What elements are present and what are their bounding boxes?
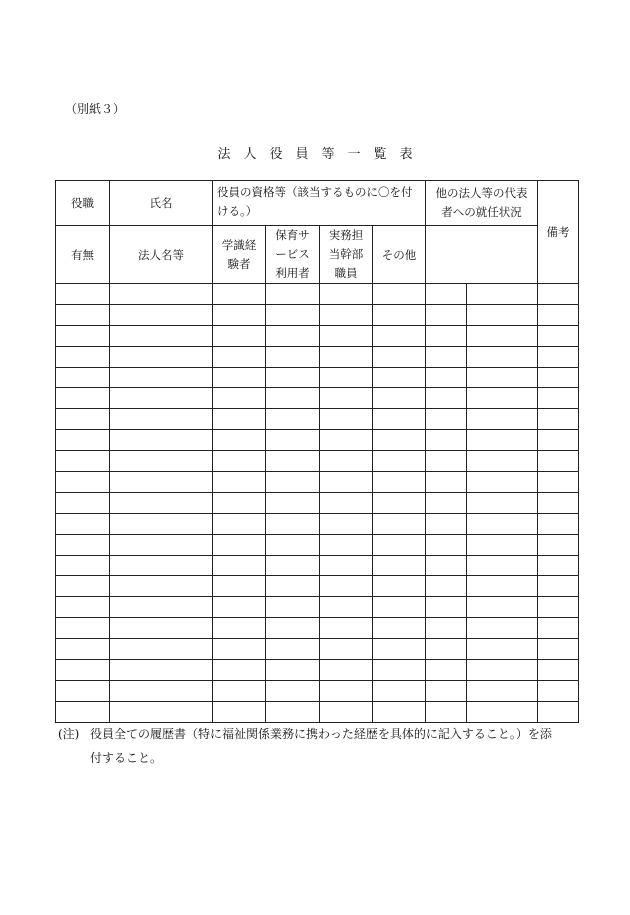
table-cell	[426, 555, 467, 576]
footnote	[58, 722, 588, 770]
table-cell	[110, 304, 213, 325]
table-cell	[467, 284, 538, 305]
table-cell	[467, 304, 538, 325]
table-cell	[426, 576, 467, 597]
table-row	[56, 409, 579, 430]
table-cell	[426, 409, 467, 430]
officer-roster-table	[55, 180, 579, 723]
table-cell	[467, 430, 538, 451]
table-cell	[373, 618, 426, 639]
table-cell	[373, 492, 426, 513]
table-cell	[426, 304, 467, 325]
table-row	[56, 680, 579, 701]
table-cell	[426, 346, 467, 367]
table-cell	[266, 597, 320, 618]
table-cell	[538, 576, 579, 597]
table-cell	[320, 701, 373, 722]
table-cell	[426, 388, 467, 409]
table-row	[56, 492, 579, 513]
table-row	[56, 451, 579, 472]
table-cell	[426, 660, 467, 681]
header-other: その他	[373, 226, 426, 284]
table-cell	[266, 325, 320, 346]
table-row	[56, 430, 579, 451]
table-cell	[110, 409, 213, 430]
table-cell	[266, 492, 320, 513]
table-cell	[426, 284, 467, 305]
table-cell	[538, 284, 579, 305]
table-cell	[56, 325, 110, 346]
table-cell	[56, 701, 110, 722]
header-has-position: 有無	[56, 226, 110, 284]
table-cell	[213, 576, 266, 597]
table-cell	[213, 304, 266, 325]
table-cell	[110, 492, 213, 513]
table-cell	[110, 534, 213, 555]
table-cell	[373, 555, 426, 576]
table-cell	[426, 513, 467, 534]
table-cell	[266, 680, 320, 701]
table-cell	[320, 388, 373, 409]
table-cell	[56, 367, 110, 388]
table-cell	[213, 472, 266, 493]
table-cell	[467, 346, 538, 367]
table-row	[56, 284, 579, 305]
table-cell	[467, 388, 538, 409]
table-cell	[213, 660, 266, 681]
table-row	[56, 555, 579, 576]
table-row	[56, 325, 579, 346]
table-cell	[110, 388, 213, 409]
table-cell	[110, 618, 213, 639]
table-cell	[373, 346, 426, 367]
table-cell	[56, 472, 110, 493]
table-row	[56, 472, 579, 493]
table-cell	[467, 472, 538, 493]
table-cell	[320, 492, 373, 513]
table-cell	[213, 325, 266, 346]
table-cell	[467, 451, 538, 472]
table-cell	[213, 367, 266, 388]
table-cell	[373, 430, 426, 451]
table-cell	[56, 639, 110, 660]
table-cell	[320, 555, 373, 576]
table-cell	[266, 284, 320, 305]
table-cell	[373, 576, 426, 597]
table-cell	[467, 367, 538, 388]
table-cell	[110, 660, 213, 681]
table-cell	[320, 576, 373, 597]
header-representative-line1: 他の法人等の代表	[435, 186, 528, 200]
table-cell	[266, 618, 320, 639]
table-cell	[538, 346, 579, 367]
table-cell	[56, 388, 110, 409]
table-cell	[426, 618, 467, 639]
table-cell	[213, 618, 266, 639]
table-cell	[538, 597, 579, 618]
table-cell	[467, 492, 538, 513]
table-cell	[467, 409, 538, 430]
header-service-user-line1: 保育サ	[275, 228, 310, 242]
table-cell	[110, 576, 213, 597]
table-cell	[373, 472, 426, 493]
table-cell	[213, 639, 266, 660]
table-cell	[266, 451, 320, 472]
table-cell	[266, 304, 320, 325]
table-cell	[538, 451, 579, 472]
table-cell	[110, 555, 213, 576]
table-cell	[320, 513, 373, 534]
table-cell	[373, 597, 426, 618]
table-cell	[56, 555, 110, 576]
table-cell	[320, 304, 373, 325]
table-cell	[426, 472, 467, 493]
footnote-line1: 役員全ての履歴書（特に福祉関係業務に携わった経歴を具体的に記入すること。）を添	[90, 727, 552, 741]
table-cell	[538, 409, 579, 430]
table-cell	[320, 618, 373, 639]
table-row	[56, 513, 579, 534]
table-cell	[320, 680, 373, 701]
table-cell	[373, 451, 426, 472]
table-cell	[266, 346, 320, 367]
header-service-user-line2: ービス	[275, 247, 310, 261]
table-cell	[110, 597, 213, 618]
table-cell	[538, 492, 579, 513]
table-cell	[373, 513, 426, 534]
table-cell	[266, 660, 320, 681]
table-cell	[320, 639, 373, 660]
header-executive-staff-line1: 実務担	[328, 228, 364, 242]
header-remarks: 備考	[538, 181, 579, 284]
table-cell	[373, 325, 426, 346]
table-cell	[213, 534, 266, 555]
table-cell	[373, 701, 426, 722]
table-cell	[110, 513, 213, 534]
table-cell	[320, 284, 373, 305]
header-corporation-name: 法人名等	[110, 226, 213, 284]
table-row	[56, 304, 579, 325]
table-cell	[320, 430, 373, 451]
table-row	[56, 597, 579, 618]
table-cell	[213, 492, 266, 513]
table-cell	[56, 597, 110, 618]
table-cell	[56, 451, 110, 472]
table-cell	[56, 430, 110, 451]
table-cell	[266, 367, 320, 388]
table-cell	[538, 618, 579, 639]
table-cell	[213, 409, 266, 430]
table-cell	[426, 680, 467, 701]
table-cell	[373, 409, 426, 430]
table-cell	[110, 701, 213, 722]
table-cell	[266, 409, 320, 430]
header-representative-line2: 者への就任状況	[441, 205, 522, 219]
table-cell	[266, 701, 320, 722]
table-cell	[213, 597, 266, 618]
table-cell	[110, 367, 213, 388]
table-cell	[213, 346, 266, 367]
table-cell	[373, 284, 426, 305]
header-academic-expert	[213, 226, 266, 284]
table-cell	[266, 534, 320, 555]
table-row	[56, 576, 579, 597]
table-cell	[213, 680, 266, 701]
table-cell	[266, 576, 320, 597]
table-cell	[538, 680, 579, 701]
table-cell	[266, 639, 320, 660]
table-cell	[320, 325, 373, 346]
table-cell	[56, 304, 110, 325]
table-cell	[426, 430, 467, 451]
table-cell	[56, 534, 110, 555]
table-cell	[373, 660, 426, 681]
table-cell	[266, 388, 320, 409]
table-cell	[213, 284, 266, 305]
annex-label: （別紙３）	[65, 102, 126, 116]
table-cell	[538, 304, 579, 325]
table-cell	[467, 534, 538, 555]
header-academic-expert-line2: 験者	[227, 256, 251, 271]
table-cell	[213, 701, 266, 722]
header-executive-staff	[320, 226, 373, 284]
table-cell	[110, 430, 213, 451]
table-cell	[110, 639, 213, 660]
table-cell	[467, 660, 538, 681]
table-cell	[320, 597, 373, 618]
table-cell	[426, 597, 467, 618]
table-cell	[373, 388, 426, 409]
table-cell	[538, 555, 579, 576]
table-cell	[56, 576, 110, 597]
footnote-line2: 付すること。	[90, 751, 163, 765]
table-row	[56, 618, 579, 639]
table-row	[56, 367, 579, 388]
table-cell	[467, 639, 538, 660]
table-cell	[320, 660, 373, 681]
table-cell	[320, 346, 373, 367]
table-cell	[538, 430, 579, 451]
table-row	[56, 534, 579, 555]
header-representative-group	[426, 181, 538, 226]
table-cell	[56, 618, 110, 639]
table-cell	[213, 451, 266, 472]
table-cell	[538, 534, 579, 555]
table-cell	[467, 618, 538, 639]
table-cell	[266, 555, 320, 576]
table-cell	[426, 367, 467, 388]
table-cell	[426, 492, 467, 513]
table-cell	[213, 513, 266, 534]
table-cell	[538, 367, 579, 388]
table-cell	[266, 513, 320, 534]
table-cell	[213, 555, 266, 576]
table-cell	[538, 660, 579, 681]
table-cell	[426, 701, 467, 722]
table-cell	[426, 325, 467, 346]
table-cell	[373, 639, 426, 660]
header-service-user	[266, 226, 320, 284]
table-cell	[266, 472, 320, 493]
header-position: 役職	[56, 181, 110, 226]
table-cell	[56, 409, 110, 430]
table-cell	[467, 513, 538, 534]
table-cell	[110, 472, 213, 493]
header-qualification-group: 役員の資格等（該当するものに〇を付ける。）	[213, 181, 426, 226]
table-row	[56, 388, 579, 409]
table-cell	[110, 284, 213, 305]
table-row	[56, 346, 579, 367]
header-executive-staff-line2: 当幹部	[328, 247, 364, 261]
table-cell	[56, 346, 110, 367]
table-cell	[213, 430, 266, 451]
table-cell	[56, 660, 110, 681]
table-cell	[373, 367, 426, 388]
table-cell	[213, 388, 266, 409]
document-title: 法人役員等一覧表	[217, 147, 426, 162]
table-cell	[538, 513, 579, 534]
table-cell	[467, 680, 538, 701]
table-cell	[373, 680, 426, 701]
table-row	[56, 660, 579, 681]
table-cell	[320, 534, 373, 555]
table-cell	[56, 513, 110, 534]
table-cell	[56, 680, 110, 701]
table-cell	[110, 346, 213, 367]
table-row	[56, 701, 579, 722]
table-cell	[467, 701, 538, 722]
table-cell	[320, 367, 373, 388]
table-cell	[266, 430, 320, 451]
table-cell	[426, 534, 467, 555]
table-cell	[320, 451, 373, 472]
table-cell	[467, 576, 538, 597]
table-cell	[426, 639, 467, 660]
table-cell	[538, 639, 579, 660]
table-cell	[56, 284, 110, 305]
table-cell	[373, 304, 426, 325]
header-academic-expert-line1: 学識経	[221, 237, 257, 252]
table-cell	[56, 492, 110, 513]
table-cell	[538, 701, 579, 722]
table-cell	[320, 409, 373, 430]
table-cell	[320, 472, 373, 493]
table-cell	[538, 388, 579, 409]
table-cell	[110, 680, 213, 701]
table-cell	[110, 325, 213, 346]
table-cell	[110, 451, 213, 472]
table-cell	[467, 325, 538, 346]
header-name: 氏名	[110, 181, 213, 226]
footnote-label: (注)	[58, 727, 80, 741]
table-cell	[373, 534, 426, 555]
table-cell	[467, 597, 538, 618]
table-cell	[538, 325, 579, 346]
table-row	[56, 639, 579, 660]
header-executive-staff-line3: 職員	[334, 266, 358, 280]
table-cell	[538, 472, 579, 493]
table-cell	[467, 555, 538, 576]
table-cell	[426, 451, 467, 472]
header-service-user-line3: 利用者	[275, 266, 310, 280]
